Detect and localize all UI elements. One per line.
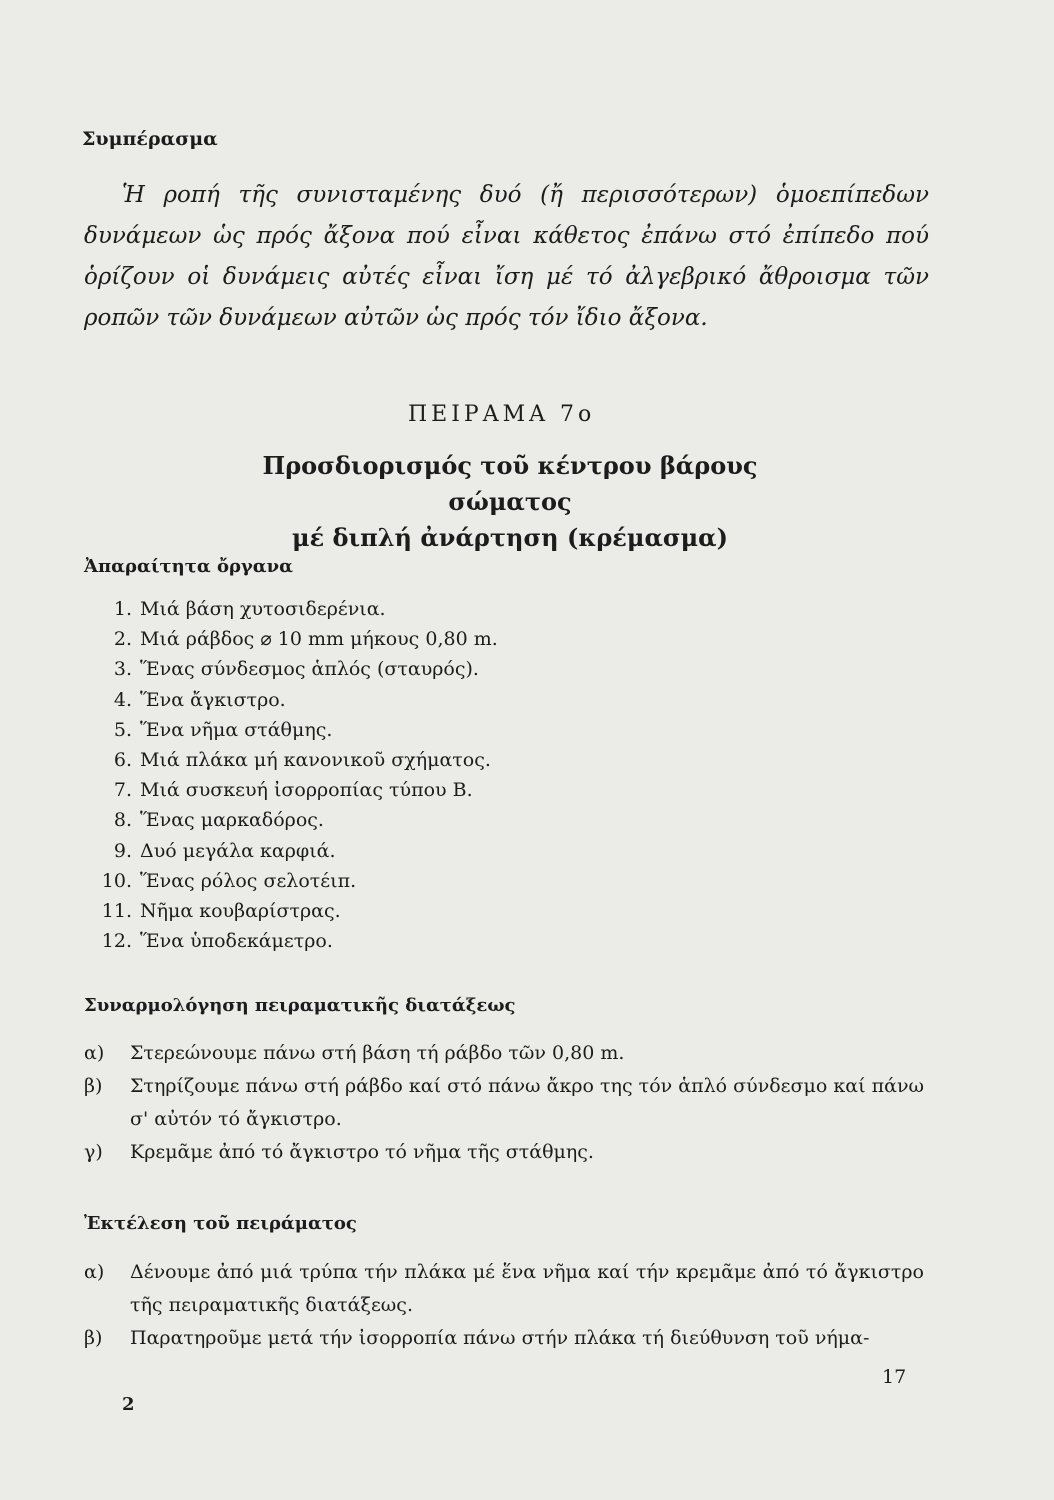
list-item (86, 836, 498, 866)
execution-step (84, 1322, 924, 1355)
step-letter: β) (84, 1075, 103, 1097)
item-text: Ἕνας μαρκαδόρος. (140, 809, 324, 832)
conclusion-heading: Συμπέρασμα (82, 128, 218, 150)
execution-steps (84, 1256, 924, 1355)
item-text: Μιά συσκευή ἰσορροπίας τύπου Β. (140, 779, 473, 802)
page-number: 17 (882, 1366, 907, 1388)
item-text: Ἕνα νῆμα στάθμης. (140, 718, 333, 741)
item-number: 2. (113, 628, 132, 651)
list-item (86, 594, 498, 624)
assembly-steps (84, 1037, 924, 1169)
list-item (86, 926, 498, 956)
experiment-title: ΠΕΙΡΑΜΑ 7ο (408, 402, 596, 427)
experiment-subtitle-line-1: Προσδιορισμός τοῦ κέντρου βάρους σώματος (262, 451, 758, 516)
step-text: Στηρίζουμε πάνω στή ράβδο καί στό πάνω ἄκρο της τόν ἁπλό σύνδεσμο καί πάνω σ' αὐτόν τό ἄγκιστρο. (130, 1075, 924, 1130)
item-text: Μιά πλάκα μή κανονικοῦ σχήματος. (140, 748, 491, 771)
step-letter: α) (84, 1042, 105, 1064)
list-item (86, 685, 498, 715)
step-letter: γ) (84, 1141, 103, 1163)
item-number: 6. (113, 748, 132, 771)
item-text: Ἕνας σύνδεσμος ἁπλός (σταυρός). (140, 658, 479, 681)
step-letter: α) (84, 1261, 105, 1283)
item-number: 8. (113, 809, 132, 832)
step-text: Παρατηροῦμε μετά τήν ἰσορροπία πάνω στήν πλάκα τή διεύθυνση τοῦ νήμα- (130, 1327, 870, 1349)
item-number: 12. (101, 930, 132, 953)
list-item (86, 896, 498, 926)
list-item (86, 775, 498, 805)
conclusion-text: Ἡ ροπή τῆς συνισταμένης δυό (ἤ περισσότερων) ὁμοεπίπεδων δυνάμεων ὡς πρός ἄξονα πού εἶναι κάθετος ἐπάνω στό ἐπίπεδο πού ὁρίζουν οἱ δυνάμεις αὐτές εἶναι ἴση μέ τό ἀλγεβρικό ἄθροισμα τῶν ροπῶν τῶν δυνάμεων αὐτῶν ὡς πρός τόν ἴδιο ἄξονα. (84, 182, 929, 331)
item-number: 11. (101, 899, 132, 922)
experiment-subtitle-line-2: μέ διπλή ἀνάρτηση (κρέμασμα) (292, 523, 728, 552)
item-number: 1. (113, 598, 132, 620)
assembly-step (84, 1070, 924, 1136)
printer-signature-mark: 2 (122, 1394, 135, 1415)
instruments-heading: Ἀπαραίτητα ὄργανα (84, 556, 294, 577)
item-text: Ἕνα ἄγκιστρο. (140, 688, 286, 711)
item-number: 9. (113, 839, 132, 862)
item-number: 4. (113, 688, 132, 711)
item-number: 5. (113, 718, 132, 741)
experiment-subtitle (200, 448, 820, 556)
item-text: Δυό μεγάλα καρφιά. (140, 839, 336, 862)
item-text: Νῆμα κουβαρίστρας. (140, 899, 341, 922)
item-number: 10. (101, 869, 132, 892)
item-text: Ἕνας ρόλος σελοτέιπ. (140, 869, 357, 892)
item-number: 7. (113, 779, 132, 802)
list-item (86, 745, 498, 775)
step-text: Κρεμᾶμε ἀπό τό ἄγκιστρο τό νῆμα τῆς στάθμης. (130, 1141, 594, 1163)
list-item (86, 715, 498, 745)
item-text: Μιά ράβδος ⌀ 10 mm μήκους 0,80 m. (140, 628, 498, 651)
list-item (86, 866, 498, 896)
list-item (86, 805, 498, 835)
item-number: 3. (113, 658, 132, 681)
item-text: Ἕνα ὑποδεκάμετρο. (140, 930, 333, 953)
instruments-list (86, 594, 498, 956)
step-text: Στερεώνουμε πάνω στή βάση τή ράβδο τῶν 0,80 m. (130, 1042, 625, 1064)
execution-heading: Ἐκτέλεση τοῦ πειράματος (84, 1213, 357, 1234)
assembly-heading: Συναρμολόγηση πειραματικῆς διατάξεως (84, 995, 516, 1016)
assembly-step (84, 1136, 924, 1169)
list-item (86, 624, 498, 654)
execution-step (84, 1256, 924, 1322)
assembly-step (84, 1037, 924, 1070)
item-text: Μιά βάση χυτοσιδερένια. (140, 598, 386, 620)
list-item (86, 654, 498, 684)
step-text: Δένουμε ἀπό μιά τρύπα τήν πλάκα μέ ἕνα νῆμα καί τήν κρεμᾶμε ἀπό τό ἄγκιστρο τῆς πειραματικῆς διατάξεως. (130, 1261, 924, 1316)
step-letter: β) (84, 1327, 103, 1349)
